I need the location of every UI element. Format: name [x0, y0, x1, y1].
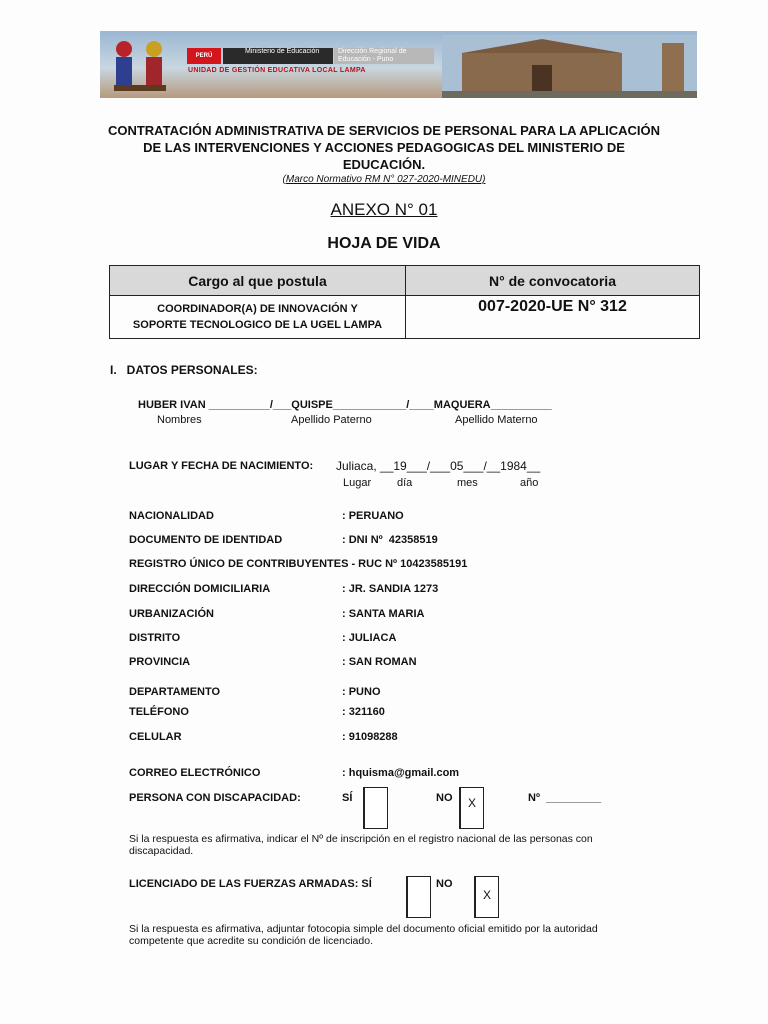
direccion-regional-logo: Dirección Regional de Educación - Puno — [334, 48, 434, 64]
ffaa-no-label: NO — [436, 878, 453, 890]
field-label: CORREO ELECTRÓNICO — [129, 767, 261, 779]
field-label: DOCUMENTO DE IDENTIDAD — [129, 534, 283, 546]
position-table — [109, 265, 700, 339]
hoja-de-vida-title: HOJA DE VIDA — [327, 235, 441, 252]
field-value: : PERUANO — [342, 510, 404, 522]
section-title: I. DATOS PERSONALES: — [110, 363, 258, 377]
field-value: : 321160 — [342, 706, 385, 718]
cargo-cell — [110, 296, 406, 339]
field-label: PROVINCIA — [129, 656, 191, 668]
label-lugar: Lugar — [343, 477, 372, 489]
field-value: : JR. SANDIA 1273 — [342, 583, 439, 595]
note-line: discapacidad. — [129, 845, 194, 857]
ministerio-logo: Ministerio de Educación — [223, 48, 333, 64]
field-value: : SAN ROMAN — [342, 656, 417, 668]
normative-subtitle: (Marco Normativo RM N° 027-2020-MINEDU) — [282, 174, 486, 185]
field-label: TELÉFONO — [129, 706, 189, 718]
field-value: : SANTA MARIA — [342, 608, 425, 620]
discapacidad-label: PERSONA CON DISCAPACIDAD: — [129, 792, 301, 804]
title-line: DE LAS INTERVENCIONES Y ACCIONES PEDAGOGICAS DEL MINISTERIO DE — [143, 140, 625, 155]
convocatoria-header: N° de convocatoria — [406, 266, 700, 296]
note-line: competente que acredite su condición de licenciado. — [129, 935, 373, 947]
label-mes: mes — [457, 477, 478, 489]
cargo-line: COORDINADOR(A) DE INNOVACIÓN Y — [157, 303, 358, 315]
full-name-line: HUBER IVAN __________/___QUISPE____________/____MAQUERA__________ — [138, 399, 552, 411]
label-nombres: Nombres — [157, 414, 202, 426]
title-line: CONTRATACIÓN ADMINISTRATIVA DE SERVICIOS DE PERSONAL PARA LA APLICACIÓN — [107, 123, 661, 138]
cargo-line: SOPORTE TECNOLOGICO DE LA UGEL LAMPA — [132, 319, 383, 331]
folk-dancers-icon — [106, 35, 176, 95]
field-label: DEPARTAMENTO — [129, 686, 221, 698]
cargo-header: Cargo al que postula — [110, 266, 406, 296]
field-label: DISTRITO — [129, 632, 181, 644]
discapacidad-si-label: SÍ — [342, 792, 353, 804]
field-value: : PUNO — [342, 686, 381, 698]
discapacidad-note — [129, 833, 689, 857]
field-value: : 91098288 — [342, 731, 398, 743]
label-anio: año — [520, 477, 539, 489]
check-mark: X — [482, 888, 491, 902]
field-value: : JULIACA — [342, 632, 397, 644]
cathedral-image-icon — [442, 35, 697, 98]
convocatoria-cell: 007-2020-UE N° 312 — [406, 296, 700, 339]
discapacidad-no-label: NO — [436, 792, 453, 804]
field-label: DIRECCIÓN DOMICILIARIA — [129, 583, 271, 595]
ffaa-no-checkbox[interactable] — [474, 876, 499, 918]
note-line: Si la respuesta es afirmativa, adjuntar fotocopia simple del documento oficial emitido por la autoridad — [129, 923, 598, 935]
field-label: REGISTRO ÚNICO DE CONTRIBUYENTES - RUC Nº 10423585191 — [129, 558, 468, 570]
header-banner — [100, 31, 697, 98]
field-value: : hquisma@gmail.com — [342, 767, 460, 779]
discapacidad-no-checkbox[interactable] — [459, 787, 484, 829]
note-line: Si la respuesta es afirmativa, indicar el Nº de inscripción en el registro nacional de las personas con — [129, 833, 593, 845]
ugel-name: UNIDAD DE GESTIÓN EDUCATIVA LOCAL LAMPA — [188, 67, 366, 74]
check-mark: X — [467, 796, 476, 810]
birth-value: Juliaca, __19___/___05___/__1984__ — [336, 459, 541, 473]
field-label: CELULAR — [129, 731, 182, 743]
discapacidad-si-checkbox[interactable] — [363, 787, 388, 829]
field-label: URBANIZACIÓN — [129, 608, 214, 620]
ffaa-note — [129, 923, 689, 947]
label-dia: día — [397, 477, 413, 489]
peru-logo: PERÚ — [187, 48, 221, 64]
label-apellido-materno: Apellido Materno — [455, 414, 538, 426]
ffaa-label: LICENCIADO DE LAS FUERZAS ARMADAS: SÍ — [129, 878, 372, 890]
field-label: NACIONALIDAD — [129, 510, 214, 522]
discapacidad-number: Nº _________ — [528, 792, 602, 804]
ffaa-si-checkbox[interactable] — [406, 876, 431, 918]
anexo-title: ANEXO N° 01 — [330, 200, 438, 219]
field-value: : DNI Nº 42358519 — [342, 534, 438, 546]
birth-label: LUGAR Y FECHA DE NACIMIENTO: — [129, 460, 314, 472]
title-line: EDUCACIÓN. — [342, 157, 426, 172]
label-apellido-paterno: Apellido Paterno — [291, 414, 372, 426]
document-title — [100, 122, 668, 173]
